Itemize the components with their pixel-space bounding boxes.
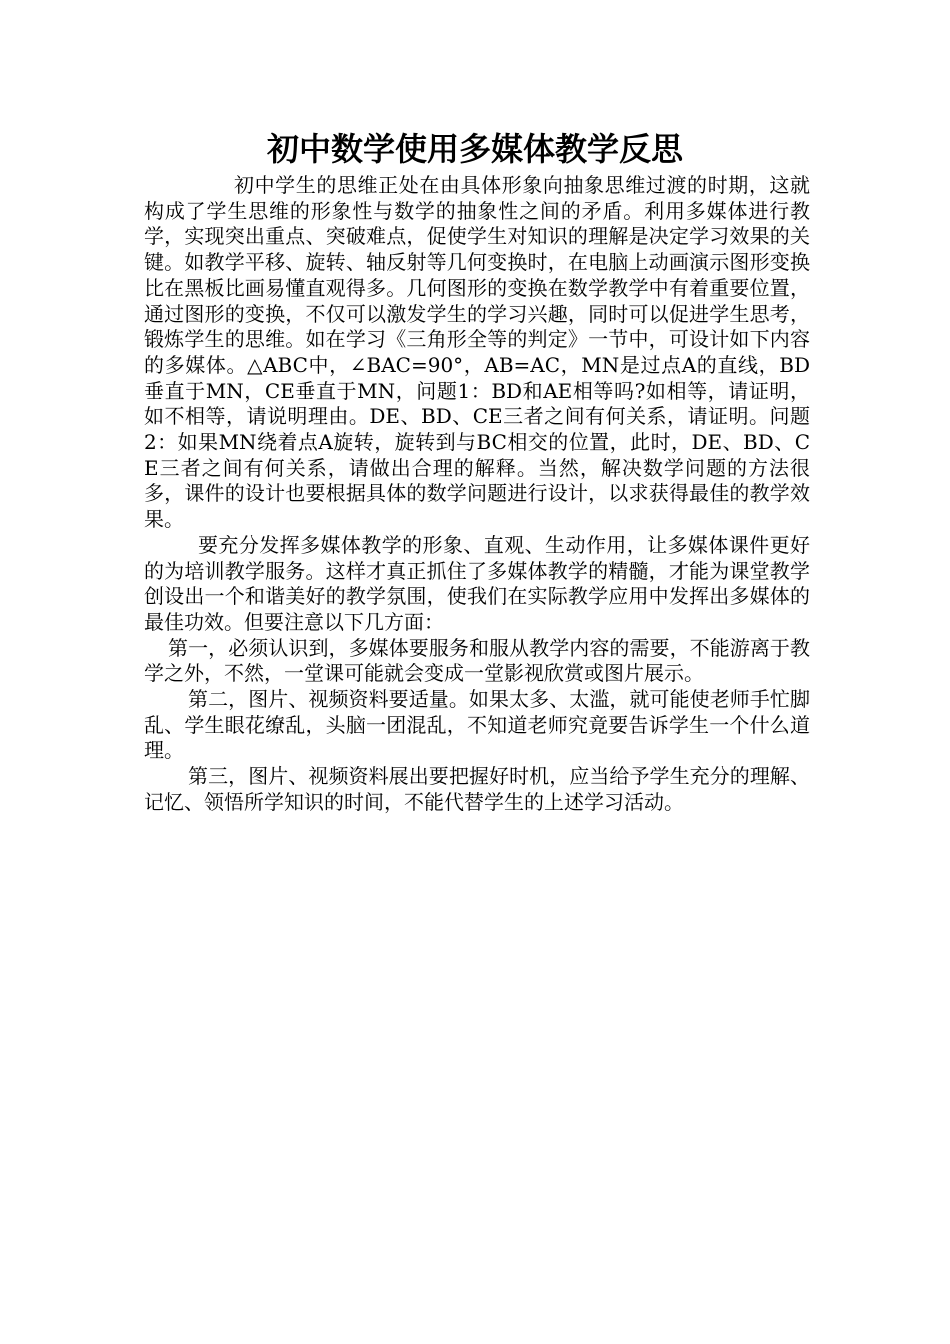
paragraph-point-two: 第二，图片、视频资料要适量。如果太多、太滥，就可能使老师手忙脚乱、学生眼花缭乱，头脑一团混乱，不知道老师究竟要告诉学生一个什么道理。 bbox=[144, 687, 810, 763]
document-body bbox=[144, 173, 810, 816]
page-title: 初中数学使用多媒体教学反思 bbox=[266, 130, 683, 168]
paragraph-intro: 初中学生的思维正处在由具体形象向抽象思维过渡的时期，这就构成了学生思维的形象性与数学的抽象性之间的矛盾。利用多媒体进行教学，实现突出重点、突破难点，促使学生对知识的理解是决定学习效果的关键。如教学平移、旋转、轴反射等几何变换时，在电脑上动画演示图形变换比在黑板比画易懂直观得多。几何图形的变换在数学教学中有着重要位置，通过图形的变换，不仅可以激发学生的学习兴趣，同时可以促进学生思考，锻炼学生的思维。如在学习《三角形全等的判定》一节中，可设计如下内容的多媒体。△ABC中，∠BAC=90°，AB=AC，MN是过点A的直线，BD垂直于MN，CE垂直于MN，问题1：BD和AE相等吗?如相等，请证明，如不相等，请说明理由。DE、BD、CE三者之间有何关系，请证明。问题2：如果MN绕着点A旋转，旋转到与BC相交的位置，此时，DE、BD、CE三者之间有何关系，请做出合理的解释。当然，解决数学问题的方法很多，课件的设计也要根据具体的数学问题进行设计，以求获得最佳的教学效果。 bbox=[144, 173, 810, 532]
paragraph-point-one: 第一，必须认识到，多媒体要服务和服从教学内容的需要，不能游离于教学之外，不然，一堂课可能就会变成一堂影视欣赏或图片展示。 bbox=[144, 635, 810, 686]
paragraph-multimedia-role: 要充分发挥多媒体教学的形象、直观、生动作用，让多媒体课件更好的为培训教学服务。这样才真正抓住了多媒体教学的精髓，才能为课堂教学创设出一个和谐美好的教学氛围，使我们在实际教学应用中发挥出多媒体的最佳功效。但要注意以下几方面： bbox=[144, 532, 810, 634]
paragraph-point-three: 第三，图片、视频资料展出要把握好时机，应当给予学生充分的理解、记忆、领悟所学知识的时间，不能代替学生的上述学习活动。 bbox=[144, 764, 810, 814]
